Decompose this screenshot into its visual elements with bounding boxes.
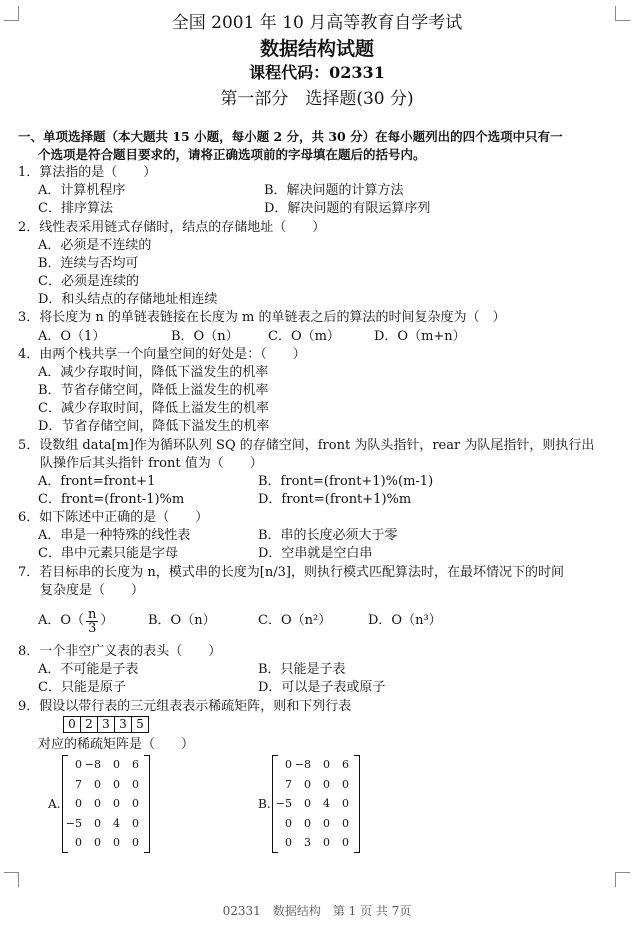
question-9-stem: 9．假设以带行表的三元组表表示稀疏矩阵，则和下列行表 — [18, 699, 352, 714]
matrix-cell: 0 — [285, 758, 292, 772]
matrix-cell: 0 — [132, 797, 139, 811]
question-5-option-b: B．front=(front+1)%(m-1) — [258, 474, 434, 489]
question-2-option-d: D．和头结点的存储地址相连续 — [38, 292, 218, 307]
matrix-cell: 0 — [304, 797, 311, 811]
row-table-cell: 3 — [97, 716, 115, 733]
course-code: 课程代码：02331 — [249, 63, 385, 82]
fraction-denominator: 3 — [88, 620, 97, 636]
row-table — [64, 716, 149, 733]
matrix-cell: 0 — [323, 816, 330, 830]
matrix-b — [272, 755, 360, 853]
question-4-option-c: C．减少存取时间，降低上溢发生的机率 — [38, 401, 269, 416]
question-6-option-b: B．串的长度必须大于零 — [258, 528, 398, 543]
matrix-cell: 0 — [94, 777, 101, 791]
row-table-cell: 2 — [80, 716, 98, 733]
matrix-cell: 0 — [132, 836, 139, 850]
part-title: 第一部分 选择题(30 分) — [220, 89, 414, 109]
matrix-cell: 0 — [132, 777, 139, 791]
matrix-cell: 6 — [132, 758, 139, 772]
question-4-stem: 4．由两个栈共享一个向量空间的好处是：（ ） — [18, 347, 306, 362]
matrix-cell: −5 — [65, 816, 82, 830]
matrix-cell: 4 — [113, 816, 120, 830]
matrix-cell: 0 — [75, 836, 82, 850]
matrix-cell: 0 — [342, 797, 349, 811]
exam-title: 全国 2001 年 10 月高等教育自学考试 — [171, 13, 463, 33]
matrix-cell: 0 — [342, 816, 349, 830]
question-4-option-d: D．节省存储空间，降低下溢发生的机率 — [38, 419, 270, 434]
question-2-option-c: C．必须是连续的 — [38, 274, 139, 289]
matrix-a-row — [63, 833, 149, 853]
question-7-option-d: D．O（n³） — [368, 613, 442, 628]
matrix-cell: 0 — [113, 797, 120, 811]
question-1-stem: 1．算法指的是（ ） — [18, 165, 157, 180]
question-2-option-a: A．必须是不连续的 — [38, 238, 152, 253]
question-7-option-a — [38, 603, 113, 639]
question-6-option-d: D．空串就是空白串 — [258, 546, 373, 561]
matrix-cell: 0 — [323, 758, 330, 772]
matrix-cell: 0 — [342, 777, 349, 791]
matrix-cell: 0 — [113, 836, 120, 850]
question-1-option-a: A．计算机程序 — [38, 183, 126, 198]
matrix-a-row — [63, 794, 149, 814]
matrix-cell: 7 — [285, 777, 292, 791]
matrix-b-row — [273, 833, 359, 853]
matrix-cell: 0 — [285, 816, 292, 830]
matrix-a-row — [63, 755, 149, 775]
question-5-option-d: D．front=(front+1)%m — [258, 492, 412, 507]
matrix-b-row — [273, 775, 359, 795]
question-5-stem-line1: 5．设数组 data[m]作为循环队列 SQ 的存储空间，front 为队头指针，rear 为队尾指针，则执行出 — [18, 438, 595, 453]
matrix-cell: 0 — [94, 816, 101, 830]
matrix-a-label: A. — [48, 797, 61, 811]
matrix-cell: −5 — [275, 797, 292, 811]
matrix-cell: 0 — [113, 777, 120, 791]
matrix-cell: 0 — [304, 777, 311, 791]
question-1-option-b: B．解决问题的计算方法 — [264, 183, 404, 198]
fraction-numerator: n — [88, 606, 97, 622]
matrix-cell: −8 — [294, 758, 311, 772]
matrix-b-row — [273, 814, 359, 834]
crop-mark-bottom-right — [615, 872, 630, 887]
matrix-cell: 0 — [113, 758, 120, 772]
matrix-cell: 0 — [323, 777, 330, 791]
matrix-cell: 0 — [304, 816, 311, 830]
question-7-stem-line1: 7．若目标串的长度为 n，模式串的长度为[n/3]，则执行模式匹配算法时，在最坏情况下的时间 — [18, 565, 564, 580]
fraction-n-over-3 — [86, 608, 98, 635]
matrix-b-label: B. — [258, 797, 271, 811]
question-4-option-b: B．节省存储空间，降低上溢发生的机率 — [38, 383, 269, 398]
matrix-cell: 0 — [75, 758, 82, 772]
question-8-option-d: D．可以是子表或原子 — [258, 680, 386, 695]
subject-title: 数据结构试题 — [259, 38, 374, 60]
row-table-cell: 3 — [114, 716, 132, 733]
question-7-stem-line2: 复杂度是（ ） — [40, 583, 145, 598]
section-instructions-line2: 个选项是符合题目要求的，请将正确选项前的字母填在题后的括号内。 — [38, 147, 426, 162]
question-9-follow: 对应的稀疏矩阵是（ ） — [38, 737, 195, 752]
question-3-option-c: C．O（m） — [268, 329, 340, 344]
option-a-prefix: A．O（ — [38, 613, 85, 628]
question-8-option-a: A．不可能是子表 — [38, 662, 139, 677]
matrix-cell: 7 — [75, 777, 82, 791]
question-6-option-c: C．串中元素只能是字母 — [38, 546, 178, 561]
matrix-cell: 4 — [323, 797, 330, 811]
matrix-cell: 0 — [75, 797, 82, 811]
crop-mark-bottom-left — [4, 872, 19, 887]
matrix-cell: −8 — [84, 758, 101, 772]
question-6-stem: 6．如下陈述中正确的是（ ） — [18, 510, 209, 525]
question-6-option-a: A．串是一种特殊的线性表 — [38, 528, 191, 543]
question-3-option-b: B．O（n） — [171, 329, 239, 344]
matrix-b-row — [273, 755, 359, 775]
question-3-stem: 3．将长度为 n 的单链表链接在长度为 m 的单链表之后的算法的时间复杂度为（ ） — [18, 310, 506, 325]
matrix-cell: 3 — [304, 836, 311, 850]
question-8-option-b: B．只能是子表 — [258, 662, 346, 677]
matrix-a — [62, 755, 150, 853]
matrix-cell: 0 — [323, 836, 330, 850]
row-table-cell: 0 — [63, 716, 81, 733]
question-4-option-a: A．减少存取时间，降低下溢发生的机率 — [38, 365, 269, 380]
question-2-stem: 2．线性表采用链式存储时，结点的存储地址（ ） — [18, 220, 326, 235]
question-8-option-c: C．只能是原子 — [38, 680, 126, 695]
section-instructions-line1: 一、单项选择题（本大题共 15 小题，每小题 2 分，共 30 分）在每小题列出的四个选项中只有一 — [18, 129, 563, 144]
question-5-stem-line2: 队操作后其头指针 front 值为（ ） — [40, 456, 263, 471]
row-table-cell: 5 — [131, 716, 149, 733]
option-a-suffix: ） — [100, 613, 114, 628]
matrix-cell: 0 — [94, 836, 101, 850]
matrix-b-row — [273, 794, 359, 814]
question-5-option-a: A．front=front+1 — [38, 474, 156, 489]
matrix-cell: 0 — [94, 797, 101, 811]
question-2-option-b: B．连续与否均可 — [38, 256, 139, 271]
matrix-a-row — [63, 775, 149, 795]
question-3-option-a: A．O（1） — [38, 329, 106, 344]
matrix-a-row — [63, 814, 149, 834]
page-footer: 02331 数据结构 第 1 页 共 7页 — [222, 904, 412, 918]
matrix-cell: 6 — [342, 758, 349, 772]
question-8-stem: 8．一个非空广义表的表头（ ） — [18, 644, 222, 659]
question-1-option-c: C．排序算法 — [38, 201, 113, 216]
matrix-cell: 0 — [285, 836, 292, 850]
question-1-option-d: D．解决问题的有限运算序列 — [264, 201, 431, 216]
question-7-option-c: C．O（n²） — [258, 613, 332, 628]
question-3-option-d: D．O（m+n） — [374, 329, 466, 344]
question-5-option-c: C．front=(front-1)%m — [38, 492, 185, 507]
matrix-cell: 0 — [342, 836, 349, 850]
matrix-cell: 0 — [132, 816, 139, 830]
question-7-option-b: B．O（n） — [148, 613, 216, 628]
